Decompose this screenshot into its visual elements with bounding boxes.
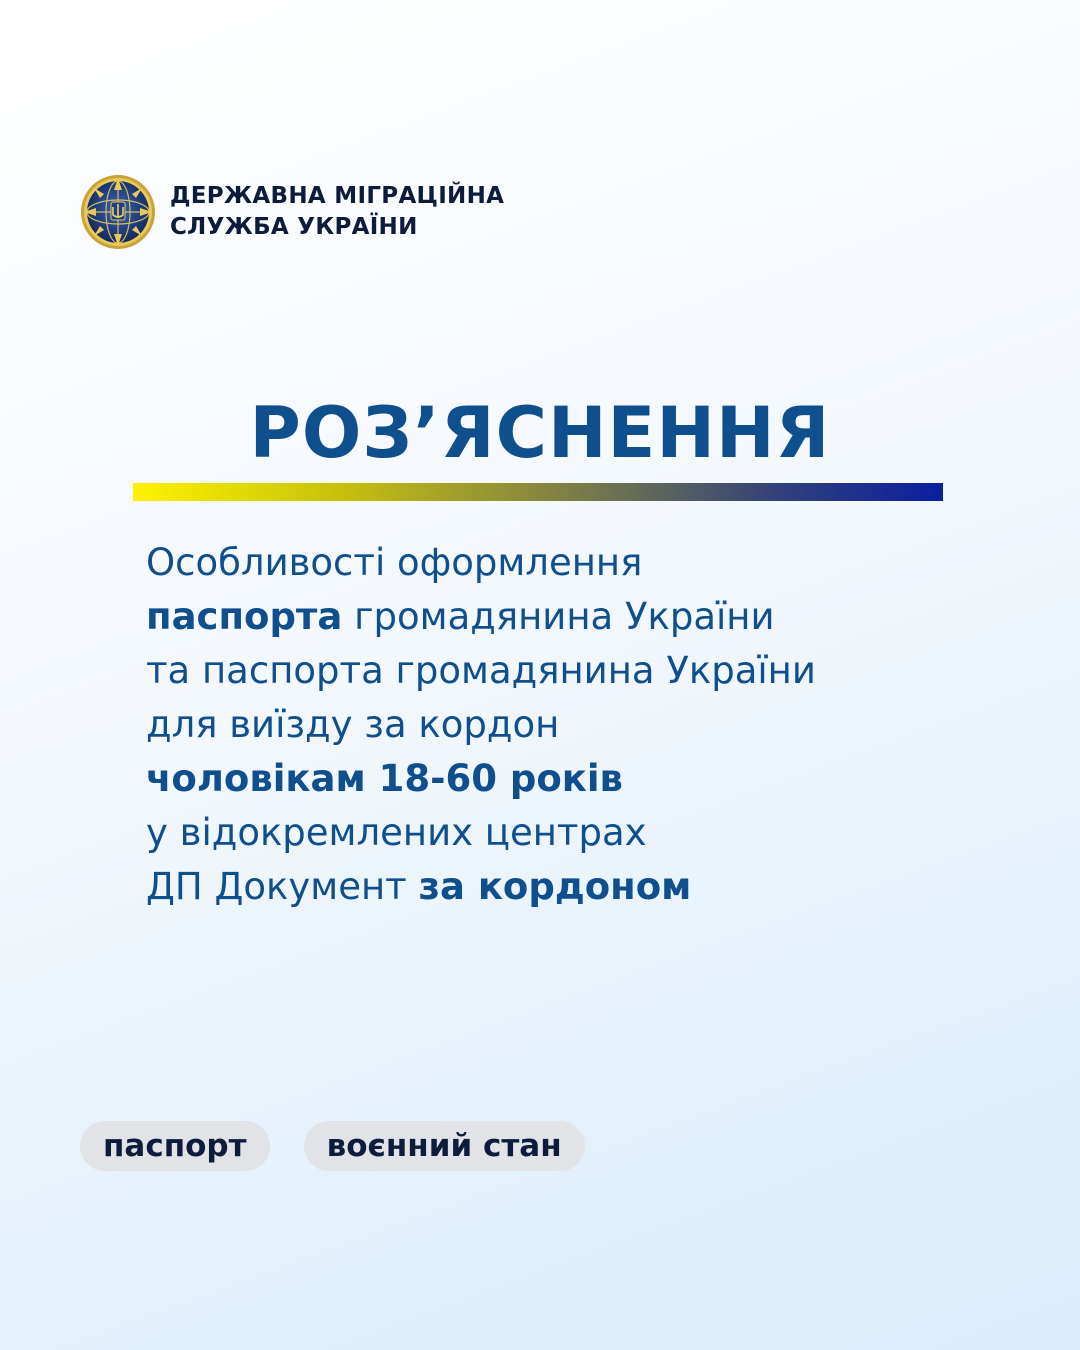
body-line-2-bold: паспорта: [146, 595, 343, 638]
tag-passport[interactable]: паспорт: [80, 1121, 270, 1171]
body-line-3: та паспорта громадянина України: [146, 649, 816, 692]
tag-list: [80, 1121, 585, 1171]
body-line-7-pre: ДП Документ: [146, 865, 419, 908]
tag-martial-law[interactable]: воєнний стан: [304, 1121, 585, 1171]
page-title: РОЗ’ЯСНЕННЯ: [249, 392, 831, 474]
flag-gradient-divider: [133, 483, 943, 501]
body-line-7-bold: за кордоном: [418, 865, 692, 908]
body-line-2: [146, 590, 1046, 644]
body-line-2-rest: громадянина України: [342, 595, 775, 638]
body-line-6: у відокремлених центрах: [146, 811, 647, 854]
body-line-4: для виїзду за кордон: [146, 703, 560, 746]
body-line-5: [146, 752, 1046, 806]
body-line-5-bold: чоловікам 18-60 років: [146, 757, 623, 800]
announcement-text: [146, 536, 1046, 914]
dmsu-emblem-icon: [80, 174, 156, 250]
header: [80, 174, 504, 250]
org-name-line-2: СЛУЖБА УКРАЇНИ: [170, 214, 418, 240]
body-line-7: [146, 860, 1046, 914]
org-name-line-1: ДЕРЖАВНА МІГРАЦІЙНА: [170, 183, 505, 209]
organization-name: [170, 181, 504, 243]
body-line-1: Особливості оформлення: [146, 541, 643, 584]
